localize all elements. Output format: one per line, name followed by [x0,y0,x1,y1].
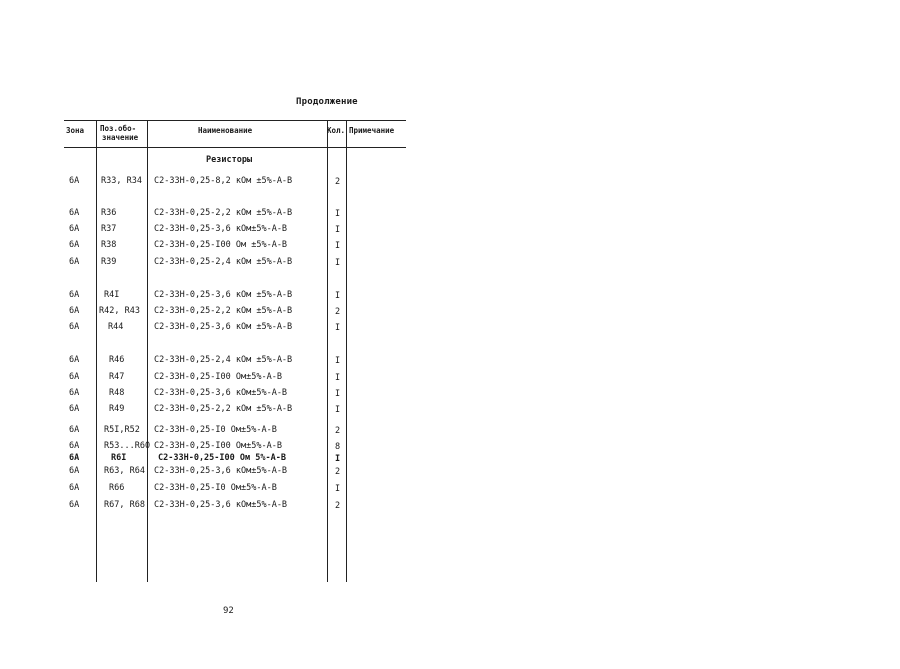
table-header-bottom-border [64,147,406,148]
row-quantity: I [335,258,341,268]
row-zone: 6А [69,500,80,510]
row-name: С2-33Н-0,25-I00 Ом 5%-А-В [158,453,286,463]
column-divider-zone-pos [96,120,97,582]
row-name: С2-33Н-0,25-I0 Ом±5%-А-В [154,483,277,493]
row-name: С2-33Н-0,25-I0 Ом±5%-А-В [154,425,277,435]
row-position: R53...R60 [104,441,151,451]
row-zone: 6А [69,257,80,267]
row-name: С2-33Н-0,25-3,6 кОм±5%-А-В [154,500,288,510]
row-zone: 6А [69,441,80,451]
row-name: С2-33Н-0,25-I00 Ом±5%-А-В [154,372,282,382]
row-zone: 6А [69,290,80,300]
row-position: R63, R64 [104,466,145,476]
row-zone: 6А [69,322,80,332]
row-quantity: I [335,389,341,399]
row-quantity: I [335,225,341,235]
column-divider-name-qty [327,120,328,582]
row-zone: 6А [69,224,80,234]
row-zone: 6А [69,306,80,316]
row-quantity: 8 [335,442,341,452]
row-zone: 6А [69,466,80,476]
row-name: С2-33Н-0,25-3,6 кОм ±5%-А-В [154,322,293,332]
row-quantity: I [335,291,341,301]
row-zone: 6А [69,388,80,398]
row-position: R6I [111,453,127,463]
row-zone: 6А [69,372,80,382]
table-top-border [64,120,406,121]
column-header-pos-line2: значение [102,133,139,142]
page-number: 92 [223,606,234,616]
row-zone: 6А [69,355,80,365]
row-quantity: I [335,454,341,464]
row-name: С2-33Н-0,25-2,2 кОм ±5%-А-В [154,208,293,218]
column-divider-pos-name [147,120,148,582]
row-name: С2-33Н-0,25-I00 Ом±5%-А-В [154,441,282,451]
row-zone: 6А [69,240,80,250]
row-position: R36 [101,208,117,218]
section-title: Резисторы [206,155,253,165]
row-position: R44 [108,322,124,332]
row-quantity: I [335,373,341,383]
column-header-pos-line1: Поз.обо- [100,124,137,133]
row-quantity: 2 [335,467,341,477]
row-position: R46 [109,355,125,365]
row-zone: 6А [69,425,80,435]
row-quantity: I [335,405,341,415]
row-quantity: 2 [335,307,341,317]
row-position: R42, R43 [99,306,140,316]
row-name: С2-33Н-0,25-2,2 кОм ±5%-А-В [154,404,293,414]
row-position: R49 [109,404,125,414]
row-zone: 6А [69,176,80,186]
continuation-label: Продолжение [296,97,358,107]
row-quantity: I [335,484,341,494]
row-quantity: I [335,241,341,251]
row-quantity: 2 [335,426,341,436]
row-position: R33, R34 [101,176,142,186]
row-name: С2-33Н-0,25-2,4 кОм ±5%-А-В [154,355,293,365]
row-position: R47 [109,372,125,382]
row-quantity: I [335,323,341,333]
row-name: С2-33Н-0,25-3,6 кОм ±5%-А-В [154,290,293,300]
row-zone: 6А [69,483,80,493]
row-quantity: I [335,209,341,219]
row-position: R37 [101,224,117,234]
row-quantity: 2 [335,501,341,511]
row-zone: 6А [69,453,80,463]
column-divider-qty-note [346,120,347,582]
row-position: R48 [109,388,125,398]
row-quantity: 2 [335,177,341,187]
row-name: С2-33Н-0,25-3,6 кОм±5%-А-В [154,224,288,234]
row-quantity: I [335,356,341,366]
row-name: С2-33Н-0,25-2,4 кОм ±5%-А-В [154,257,293,267]
row-zone: 6А [69,404,80,414]
row-position: R4I [104,290,120,300]
row-name: С2-33Н-0,25-3,6 кОм±5%-А-В [154,466,288,476]
column-header-name: Наименование [198,126,253,135]
row-position: R66 [109,483,125,493]
column-header-zone: Зона [66,126,85,135]
column-header-qty: Кол. [327,126,346,135]
row-position: R67, R68 [104,500,145,510]
column-header-note: Примечание [349,126,395,135]
row-position: R39 [101,257,117,267]
row-position: R38 [101,240,117,250]
row-name: С2-33Н-0,25-8,2 кОм ±5%-А-В [154,176,293,186]
row-name: С2-33Н-0,25-3,6 кОм±5%-А-В [154,388,288,398]
row-zone: 6А [69,208,80,218]
row-position: R5I,R52 [104,425,140,435]
row-name: С2-33Н-0,25-2,2 кОм ±5%-А-В [154,306,293,316]
row-name: С2-33Н-0,25-I00 Ом ±5%-А-В [154,240,288,250]
